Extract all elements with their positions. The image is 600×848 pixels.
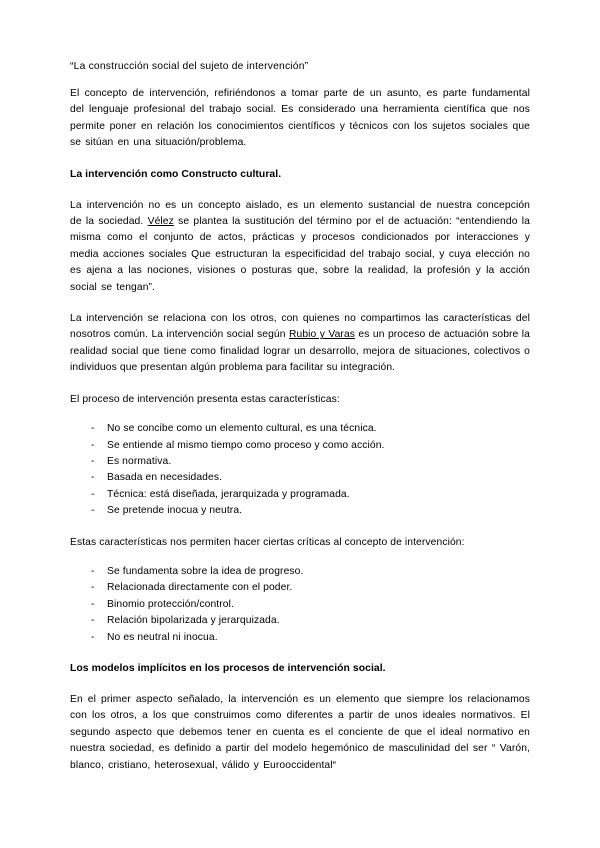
critiques-list bbox=[70, 564, 530, 646]
list-item bbox=[70, 630, 530, 646]
list-1-intro: El proceso de intervención presenta estas características: bbox=[70, 393, 340, 405]
list-item bbox=[70, 613, 530, 629]
paragraph-intervention-concept: El concepto de intervención, refiriéndonos a tomar parte de un asunto, es parte fundamental del lenguaje profesional del trabajo social. Es considerado una herramienta científica que nos permite poner en relación los conocimientos científicos y técnicos con los sujetos sociales que se sitúan en una situación/problema. bbox=[70, 88, 530, 149]
paragraph-rubio-varas bbox=[70, 311, 530, 377]
list-bullet-dash: - bbox=[91, 598, 95, 610]
list-item-label: Técnica: está diseñada, jerarquizada y programada. bbox=[107, 488, 350, 500]
list-item-label: Basada en necesidades. bbox=[107, 472, 223, 484]
list-item bbox=[70, 487, 530, 503]
list-item-label: Binomio protección/control. bbox=[107, 598, 234, 610]
heading-constructo-cultural: La intervención como Constructo cultural. bbox=[70, 168, 282, 180]
list-item-label: Es normativa. bbox=[107, 455, 172, 467]
list-2-intro: Estas características nos permiten hacer ciertas críticas al concepto de intervención: bbox=[70, 536, 465, 548]
list-bullet-dash: - bbox=[91, 455, 95, 467]
list-item-label: Relacionada directamente con el poder. bbox=[107, 582, 293, 594]
paragraph-velez-text-after: se plantea la sustitución del término por el de actuación: “entendiendo la misma como el conjunto de actos, prácticas y procesos condicionados por interacciones y media acciones sociales Que estructuran la especificidad del trabajo social, y cuya elección no es ajena a las nociones, visiones o posturas que, sobre la realidad, la profesión y la acción social se tengan”. bbox=[70, 216, 530, 293]
list-bullet-dash: - bbox=[91, 615, 95, 627]
citation-velez: Vélez bbox=[147, 216, 174, 228]
list-bullet-dash: - bbox=[91, 505, 95, 517]
paragraph-rubio-text-after: es un proceso de actuación sobre la realidad social que tiene como finalidad lograr un desarrollo, mejora de situaciones, colectivos o individuos que presentan algún problema para facilitar su integración. bbox=[70, 329, 530, 374]
list-item bbox=[70, 438, 530, 454]
paragraph-velez-text-before: La intervención no es un concepto aislado, es un elemento sustancial de nuestra concepción de la sociedad. bbox=[70, 199, 530, 228]
list-item bbox=[70, 503, 530, 519]
document-body bbox=[70, 60, 530, 789]
list-item bbox=[70, 470, 530, 486]
list-item bbox=[70, 597, 530, 613]
list-bullet-dash: - bbox=[91, 439, 95, 451]
paragraph-modelos-implicitos: En el primer aspecto señalado, la intervención es un elemento que siempre los relacionamos con los otros, a los que construimos como diferentes a partir de unos ideales normativos. El segundo aspecto que debemos tener en cuenta es el conciente de que el ideal normativo en nuestra sociedad, es definido a partir del modelo hegemónico de masculinidad del ser “ Varón, blanco, cristiano, heterosexual, válido y Eurooccidental“ bbox=[70, 693, 530, 771]
list-item bbox=[70, 564, 530, 580]
list-item-label: Se entiende al mismo tiempo como proceso y como acción. bbox=[107, 439, 385, 451]
list-item-label: Se pretende inocua y neutra. bbox=[107, 505, 243, 517]
heading-modelos-implicitos: Los modelos implícitos en los procesos de intervención social. bbox=[70, 662, 386, 674]
list-item-label: Relación bipolarizada y jerarquizada. bbox=[107, 615, 280, 627]
list-bullet-dash: - bbox=[91, 472, 95, 484]
list-bullet-dash: - bbox=[91, 488, 95, 500]
list-item-label: Se fundamenta sobre la idea de progreso. bbox=[107, 565, 304, 577]
list-item bbox=[70, 421, 530, 437]
list-bullet-dash: - bbox=[91, 423, 95, 435]
list-item bbox=[70, 454, 530, 470]
list-bullet-dash: - bbox=[91, 582, 95, 594]
paragraph-rubio-text-before: La intervención se relaciona con los otros, con quienes no compartimos las características del nosotros común. La intervención social según bbox=[70, 313, 530, 341]
list-bullet-dash: - bbox=[91, 565, 95, 577]
document-title: “La construcción social del sujeto de intervención” bbox=[70, 61, 309, 72]
citation-rubio-y-varas: Rubio y Varas bbox=[288, 329, 356, 341]
list-bullet-dash: - bbox=[91, 631, 95, 643]
paragraph-velez bbox=[70, 198, 530, 296]
list-item bbox=[70, 580, 530, 596]
list-item-label: No es neutral ni inocua. bbox=[107, 631, 218, 643]
characteristics-list bbox=[70, 421, 530, 519]
list-item-label: No se concibe como un elemento cultural, es una técnica. bbox=[107, 423, 377, 435]
